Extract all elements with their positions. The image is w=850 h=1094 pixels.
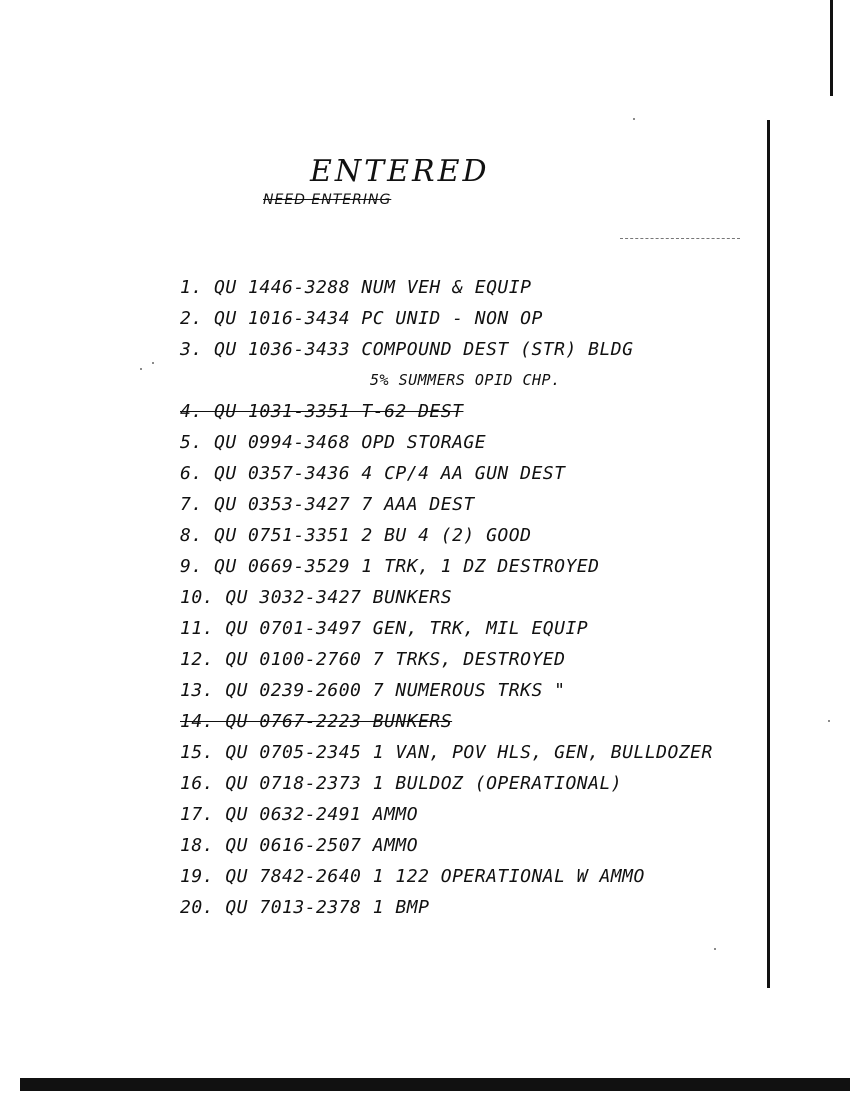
list-item-text: 10. QU 3032-3427 BUNKERS [180, 587, 453, 608]
list-item-text: 7. QU 0353-3427 7 AAA DEST [180, 494, 475, 515]
target-list [180, 272, 740, 923]
list-item [180, 613, 740, 644]
document-header [255, 150, 515, 220]
list-item-text: 5% SUMMERS OPID CHP. [370, 371, 561, 389]
list-item-text: 9. QU 0669-3529 1 TRK, 1 DZ DESTROYED [180, 556, 600, 577]
list-item-text: 11. QU 0701-3497 GEN, TRK, MIL EQUIP [180, 618, 589, 639]
dashed-separator [620, 238, 740, 239]
list-item [180, 830, 740, 861]
page-edge-line [830, 0, 833, 96]
list-item-text: 17. QU 0632-2491 AMMO [180, 804, 419, 825]
scan-speck [714, 948, 716, 950]
list-item-text: 8. QU 0751-3351 2 BU 4 (2) GOOD [180, 525, 532, 546]
list-item-text: 3. QU 1036-3433 COMPOUND DEST (STR) BLDG [180, 339, 634, 360]
list-item [180, 892, 740, 923]
list-item [180, 737, 740, 768]
page-bottom-bar [20, 1078, 850, 1091]
entered-title: ENTERED [310, 154, 490, 189]
list-item-text: 16. QU 0718-2373 1 BULDOZ (OPERATIONAL) [180, 773, 623, 794]
list-item-text: 19. QU 7842-2640 1 122 OPERATIONAL W AMMO [180, 866, 645, 887]
list-item-text: 1. QU 1446-3288 NUM VEH & EQUIP [180, 277, 532, 298]
list-item-text: 4. QU 1031-3351 T-62 DEST [180, 401, 464, 422]
list-item-text: 5. QU 0994-3468 OPD STORAGE [180, 432, 487, 453]
list-item-text: 20. QU 7013-2378 1 BMP [180, 897, 430, 918]
list-item-text: 2. QU 1016-3434 PC UNID - NON OP [180, 308, 543, 329]
list-item [180, 396, 740, 427]
list-item-text: 6. QU 0357-3436 4 CP/4 AA GUN DEST [180, 463, 566, 484]
list-item-text: 12. QU 0100-2760 7 TRKS, DESTROYED [180, 649, 566, 670]
list-item-text: 13. QU 0239-2600 7 NUMEROUS TRKS " [180, 680, 566, 701]
list-item-text: 15. QU 0705-2345 1 VAN, POV HLS, GEN, BULLDOZER [180, 742, 713, 763]
list-item [180, 489, 740, 520]
list-item [180, 303, 740, 334]
list-item [180, 272, 740, 303]
struck-subtitle: NEED ENTERING [263, 192, 392, 208]
scan-speck [140, 368, 142, 370]
list-item [180, 458, 740, 489]
list-item [180, 675, 740, 706]
scan-speck [152, 362, 154, 364]
list-item-text: 18. QU 0616-2507 AMMO [180, 835, 419, 856]
list-item [180, 644, 740, 675]
list-item [180, 861, 740, 892]
scan-speck [633, 118, 635, 120]
scan-speck [828, 720, 830, 722]
list-item [180, 799, 740, 830]
list-item-note [180, 365, 740, 396]
list-item [180, 520, 740, 551]
list-item [180, 334, 740, 365]
list-item [180, 768, 740, 799]
list-item-text: 14. QU 0767-2223 BUNKERS [180, 711, 453, 732]
list-item [180, 706, 740, 737]
list-item [180, 551, 740, 582]
margin-rule-right [767, 120, 770, 988]
list-item [180, 427, 740, 458]
list-item [180, 582, 740, 613]
